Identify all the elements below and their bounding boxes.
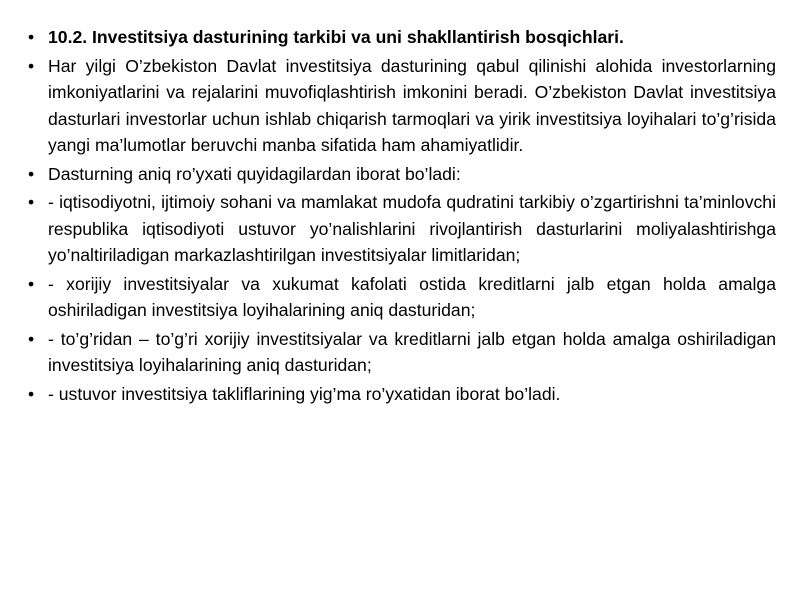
bullet-item <box>28 381 776 408</box>
paragraph-text: Har yilgi O’zbekiston Davlat investitsiya dasturining qabul qilinishi alohida investorlarning imkoniyatlarini va rejalarini muvofiqlashtirish imkonini beradi. O’zbekiston Davlat investitsiya dasturlari investorlar uchun ishlab chiqarish tarmoqlari va yirik investitsiya loyihalari to’g’risida yangi ma’lumotlar beruvchi manba sifatida ham ahamiyatlidir. <box>48 55 776 155</box>
bullet-icon: • <box>28 383 35 404</box>
bullet-icon: • <box>28 163 35 184</box>
bullet-list <box>28 24 776 409</box>
bullet-item-heading <box>28 24 776 51</box>
bullet-item <box>28 53 776 159</box>
paragraph-text: - xorijiy investitsiyalar va xukumat kafolati ostida kreditlarni jalb etgan holda amalga oshiriladigan investitsiya loyihalarining aniq dasturidan; <box>48 273 776 320</box>
bullet-item <box>28 271 776 324</box>
bullet-icon: • <box>28 192 35 212</box>
paragraph-text: - ustuvor investitsiya takliflarining yig’ma ro’yxatidan iborat bo’ladi. <box>48 383 561 404</box>
bullet-item <box>28 189 776 269</box>
paragraph-text: Dasturning aniq ro’yxati quyidagilardan iborat bo’ladi: <box>48 163 461 184</box>
bullet-item <box>28 161 776 188</box>
bullet-icon: • <box>28 55 35 76</box>
bullet-icon: • <box>28 27 35 47</box>
paragraph-text: - to’g’ridan – to’g’ri xorijiy investitsiyalar va kreditlarni jalb etgan holda amalga oshiriladigan investitsiya loyihalarining aniq dasturidan; <box>48 328 776 375</box>
bullet-icon: • <box>28 273 35 294</box>
paragraph-text: - iqtisodiyotni, ijtimoiy sohani va mamlakat mudofa qudratini tarkibiy o’zgartirishni ta’minlovchi respublika iqtisodiyoti ustuvor yo’nalishlarini rivojlantirish dasturlarini moliyalashtirishga yo’naltiriladigan markazlashtirilgan investitsiyalar limitlaridan; <box>48 192 776 265</box>
section-heading: 10.2. Investitsiya dasturining tarkibi va uni shakllantirish bosqichlari. <box>48 27 624 47</box>
bullet-icon: • <box>28 328 35 349</box>
bullet-item <box>28 326 776 379</box>
